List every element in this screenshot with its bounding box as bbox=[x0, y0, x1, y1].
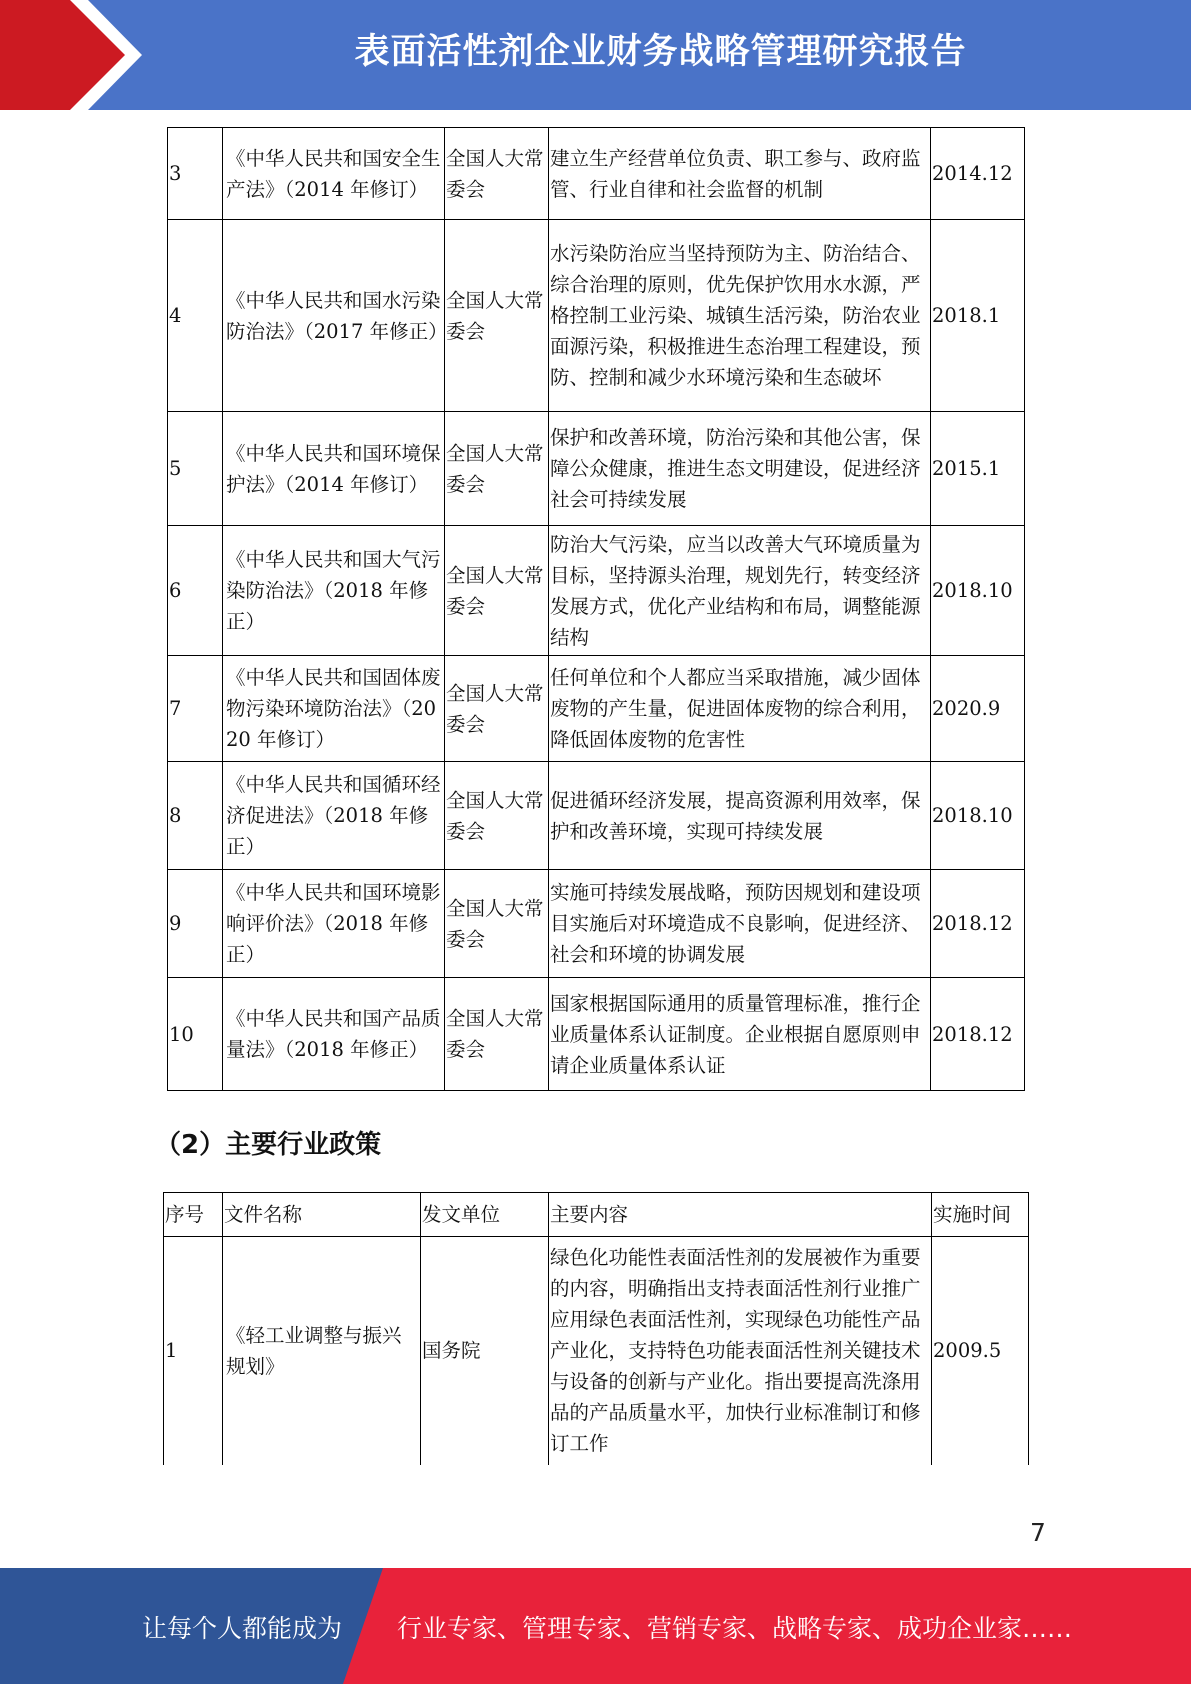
header-content: 主要内容 bbox=[549, 1193, 932, 1237]
footer-slogan-left: 让每个人都能成为 bbox=[142, 1614, 343, 1643]
table-row bbox=[168, 220, 1025, 412]
issuer: 全国人大常委会 bbox=[445, 412, 549, 526]
table-row bbox=[168, 978, 1025, 1091]
main-content: 水污染防治应当坚持预防为主、防治结合、综合治理的原则，优先保护饮用水水源，严格控制工业污染、城镇生活污染，防治农业面源污染，积极推进生态治理工程建设，预防、控制和减少水环境污染和生态破坏 bbox=[549, 220, 931, 412]
page-footer bbox=[0, 1568, 1191, 1684]
issuer: 全国人大常委会 bbox=[445, 762, 549, 870]
issuer: 全国人大常委会 bbox=[445, 978, 549, 1091]
policy-table bbox=[163, 1192, 1029, 1465]
header-name: 文件名称 bbox=[223, 1193, 421, 1237]
main-content: 保护和改善环境，防治污染和其他公害，保障公众健康，推进生态文明建设，促进经济社会可持续发展 bbox=[549, 412, 931, 526]
main-content: 实施可持续发展战略，预防因规划和建设项目实施后对环境造成不良影响，促进经济、社会和环境的协调发展 bbox=[549, 870, 931, 978]
table-header-row bbox=[164, 1193, 1029, 1237]
document-name: 《中华人民共和国环境保护法》（2014 年修订） bbox=[223, 412, 445, 526]
law-table bbox=[167, 127, 1025, 1091]
row-number: 1 bbox=[164, 1237, 223, 1465]
table-row bbox=[168, 656, 1025, 762]
header-no: 序号 bbox=[164, 1193, 223, 1237]
main-content: 建立生产经营单位负责、职工参与、政府监管、行业自律和社会监督的机制 bbox=[549, 128, 931, 220]
header-date: 实施时间 bbox=[932, 1193, 1029, 1237]
issuer: 国务院 bbox=[421, 1237, 549, 1465]
effective-date: 2018.12 bbox=[931, 870, 1025, 978]
row-number: 6 bbox=[168, 526, 223, 656]
row-number: 9 bbox=[168, 870, 223, 978]
main-content: 促进循环经济发展，提高资源利用效率，保护和改善环境，实现可持续发展 bbox=[549, 762, 931, 870]
main-content: 绿色化功能性表面活性剂的发展被作为重要的内容，明确指出支持表面活性剂行业推广应用绿色表面活性剂，实现绿色功能性产品产业化，支持特色功能表面活性剂关键技术与设备的创新与产业化。指出要提高洗涤用品的产品质量水平，加快行业标准制订和修订工作 bbox=[549, 1237, 932, 1465]
row-number: 5 bbox=[168, 412, 223, 526]
issuer: 全国人大常委会 bbox=[445, 526, 549, 656]
document-name: 《中华人民共和国产品质量法》（2018 年修正） bbox=[223, 978, 445, 1091]
effective-date: 2015.1 bbox=[931, 412, 1025, 526]
effective-date: 2018.10 bbox=[931, 526, 1025, 656]
page-header bbox=[0, 0, 1191, 110]
issuer: 全国人大常委会 bbox=[445, 220, 549, 412]
row-number: 10 bbox=[168, 978, 223, 1091]
effective-date: 2018.10 bbox=[931, 762, 1025, 870]
page-number: 7 bbox=[1030, 1518, 1046, 1547]
row-number: 8 bbox=[168, 762, 223, 870]
effective-date: 2018.1 bbox=[931, 220, 1025, 412]
table-row bbox=[168, 412, 1025, 526]
table-row bbox=[164, 1237, 1029, 1465]
document-name: 《中华人民共和国固体废物污染环境防治法》（2020 年修订） bbox=[223, 656, 445, 762]
document-name: 《中华人民共和国水污染防治法》（2017 年修正） bbox=[223, 220, 445, 412]
footer-slogan-right: 行业专家、管理专家、营销专家、战略专家、成功企业家…… bbox=[397, 1614, 1073, 1643]
issuer: 全国人大常委会 bbox=[445, 870, 549, 978]
main-content: 国家根据国际通用的质量管理标准，推行企业质量体系认证制度。企业根据自愿原则申请企业质量体系认证 bbox=[549, 978, 931, 1091]
report-title: 表面活性剂企业财务战略管理研究报告 bbox=[354, 32, 967, 72]
document-name: 《中华人民共和国环境影响评价法》（2018 年修正） bbox=[223, 870, 445, 978]
row-number: 3 bbox=[168, 128, 223, 220]
section-heading: （2）主要行业政策 bbox=[155, 1130, 382, 1160]
main-content: 任何单位和个人都应当采取措施，减少固体废物的产生量，促进固体废物的综合利用，降低固体废物的危害性 bbox=[549, 656, 931, 762]
issuer: 全国人大常委会 bbox=[445, 656, 549, 762]
issuer: 全国人大常委会 bbox=[445, 128, 549, 220]
effective-date: 2009.5 bbox=[932, 1237, 1029, 1465]
main-content: 防治大气污染，应当以改善大气环境质量为目标，坚持源头治理，规划先行，转变经济发展方式，优化产业结构和布局，调整能源结构 bbox=[549, 526, 931, 656]
effective-date: 2020.9 bbox=[931, 656, 1025, 762]
document-name: 《中华人民共和国循环经济促进法》（2018 年修正） bbox=[223, 762, 445, 870]
row-number: 7 bbox=[168, 656, 223, 762]
chevron-arrow-icon bbox=[0, 0, 150, 110]
row-number: 4 bbox=[168, 220, 223, 412]
effective-date: 2014.12 bbox=[931, 128, 1025, 220]
document-name: 《中华人民共和国大气污染防治法》（2018 年修正） bbox=[223, 526, 445, 656]
document-name: 《中华人民共和国安全生产法》（2014 年修订） bbox=[223, 128, 445, 220]
effective-date: 2018.12 bbox=[931, 978, 1025, 1091]
table-row bbox=[168, 870, 1025, 978]
table-row bbox=[168, 762, 1025, 870]
table-row bbox=[168, 128, 1025, 220]
table-row bbox=[168, 526, 1025, 656]
document-name: 《轻工业调整与振兴规划》 bbox=[223, 1237, 421, 1465]
header-issuer: 发文单位 bbox=[421, 1193, 549, 1237]
